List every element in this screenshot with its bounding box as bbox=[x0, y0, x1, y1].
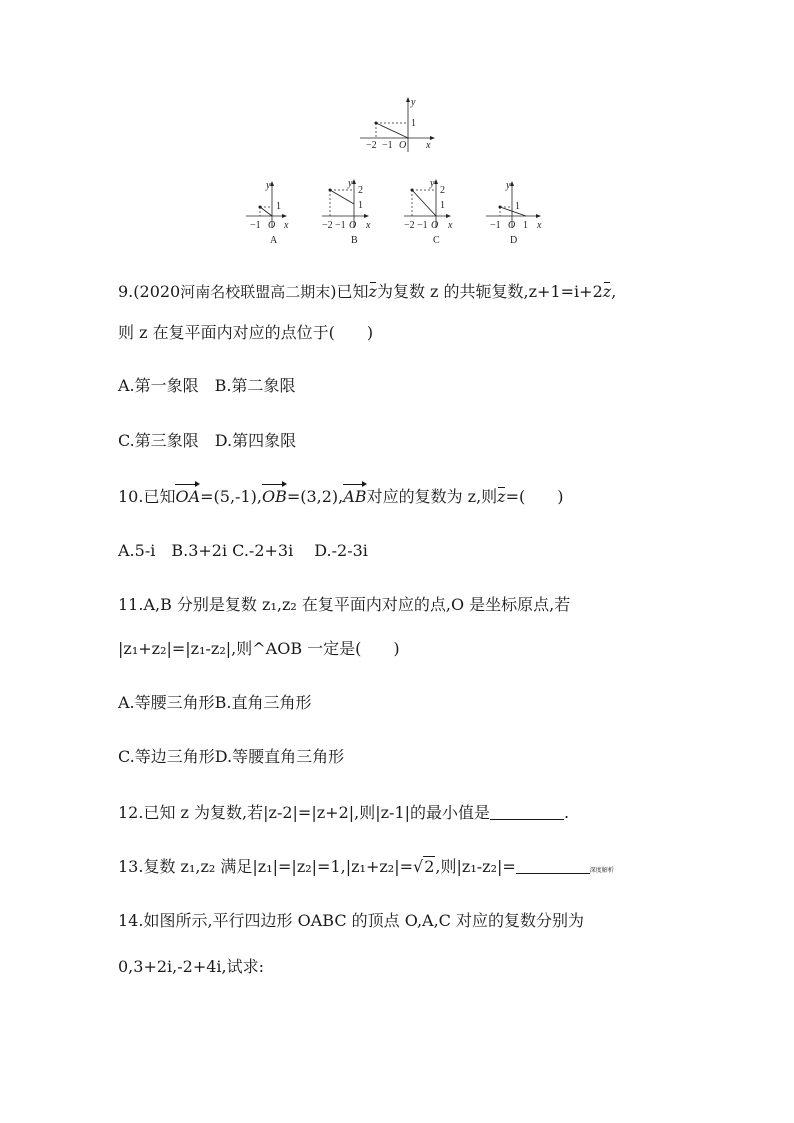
option-b-label: B bbox=[351, 235, 358, 246]
q10-vector-ab: AB bbox=[343, 487, 367, 506]
option-graph-b bbox=[320, 180, 382, 248]
q14-line1: 14.如图所示,平行四边形 OABC 的顶点 O,A,C 对应的复数分别为 bbox=[118, 911, 584, 930]
q12-line: 12.已知 z 为复数,若|z-2|=|z+2|,则|z-1|的最小值是 . bbox=[118, 803, 570, 822]
q10-vector-ob: OB bbox=[261, 487, 287, 506]
q10-options: A.5-i B.3+2i C.-2+3i D.-2-3i bbox=[118, 541, 368, 560]
q9-zbar-2: z bbox=[602, 282, 612, 301]
option-d-tick: O bbox=[508, 220, 516, 231]
q13-line: 13.复数 z₁,z₂ 满足|z₁|=|z₂|=1,|z₁+z₂|=√2,则|z₁-z₂|= 深度解析 bbox=[118, 857, 614, 876]
main-tick: −1 bbox=[382, 140, 393, 151]
option-c-x-label: x bbox=[448, 220, 453, 231]
option-b-tick: 2 bbox=[358, 185, 363, 196]
option-b-tick: O bbox=[349, 220, 357, 231]
main-tick: O bbox=[399, 140, 407, 151]
option-c-tick: O bbox=[431, 220, 439, 231]
option-graph-d bbox=[484, 180, 550, 248]
q9-line2: 则 z 在复平面内对应的点位于( ) bbox=[118, 323, 374, 342]
option-d-y-label: y bbox=[506, 180, 511, 191]
option-c-tick: −1 bbox=[417, 220, 428, 231]
q10-zbar: z bbox=[497, 487, 506, 506]
option-b-tick: −2 bbox=[322, 220, 333, 231]
q13-answer-blank[interactable] bbox=[516, 857, 590, 874]
q9-options-row1: A.第一象限 B.第二象限 bbox=[118, 376, 296, 395]
option-a-y-label: y bbox=[266, 180, 271, 191]
q11-line2: |z₁+z₂|=|z₁-z₂|,则^AOB 一定是( ) bbox=[118, 639, 400, 658]
option-c-y-label: y bbox=[430, 178, 435, 189]
option-a-label: A bbox=[270, 235, 278, 246]
option-d-label: D bbox=[510, 235, 518, 246]
main-tick: 1 bbox=[411, 118, 416, 129]
option-a-tick: O bbox=[268, 220, 276, 231]
option-a-tick: −1 bbox=[250, 220, 261, 231]
option-b-tick: 1 bbox=[358, 200, 363, 211]
q14-line2: 0,3+2i,-2+4i,试求: bbox=[118, 957, 265, 976]
option-a-x-label: x bbox=[284, 220, 289, 231]
option-b-y-label: y bbox=[348, 178, 353, 189]
q12-answer-blank[interactable] bbox=[490, 803, 564, 820]
q11-options-row2: C.等边三角形D.等腰直角三角形 bbox=[118, 747, 345, 766]
option-a-tick: 1 bbox=[276, 201, 281, 212]
main-tick: −2 bbox=[366, 140, 377, 151]
main-y-label: y bbox=[411, 97, 416, 108]
q10-line1: 10.已知OA=(5,-1),OB=(3,2),AB对应的复数为 z,则z=( ) bbox=[118, 487, 564, 506]
option-d-x-label: x bbox=[537, 220, 542, 231]
q10-vector-oa: OA bbox=[175, 487, 201, 506]
q11-options-row1: A.等腰三角形B.直角三角形 bbox=[118, 693, 312, 712]
option-c-tick: −2 bbox=[404, 220, 415, 231]
q9-zbar: z bbox=[368, 282, 377, 301]
main-graph bbox=[360, 96, 440, 152]
option-graph-a bbox=[244, 180, 304, 248]
q9-line1: 9.(2020河南名校联盟高二期末)已知z为复数 z 的共轭复数,z+1=i+2z, bbox=[118, 282, 617, 301]
q9-options-row2: C.第三象限 D.第四象限 bbox=[118, 431, 297, 450]
option-d-tick: 1 bbox=[523, 220, 528, 231]
option-c-tick: 1 bbox=[440, 200, 445, 211]
option-d-tick: −1 bbox=[490, 220, 501, 231]
q11-line1: 11.A,B 分别是复数 z₁,z₂ 在复平面内对应的点,O 是坐标原点,若 bbox=[118, 595, 571, 614]
option-b-x-label: x bbox=[366, 220, 371, 231]
option-c-tick: 2 bbox=[440, 185, 445, 196]
main-x-label: x bbox=[426, 140, 431, 151]
option-graph-c bbox=[402, 180, 464, 248]
option-d-tick: 1 bbox=[515, 201, 520, 212]
option-b-tick: −1 bbox=[335, 220, 346, 231]
option-c-label: C bbox=[433, 235, 440, 246]
q13-sqrt: √2 bbox=[413, 857, 435, 876]
q13-tiny-label: 深度解析 bbox=[589, 867, 614, 874]
q9-source: 河南名校联盟高二期末 bbox=[180, 283, 331, 301]
